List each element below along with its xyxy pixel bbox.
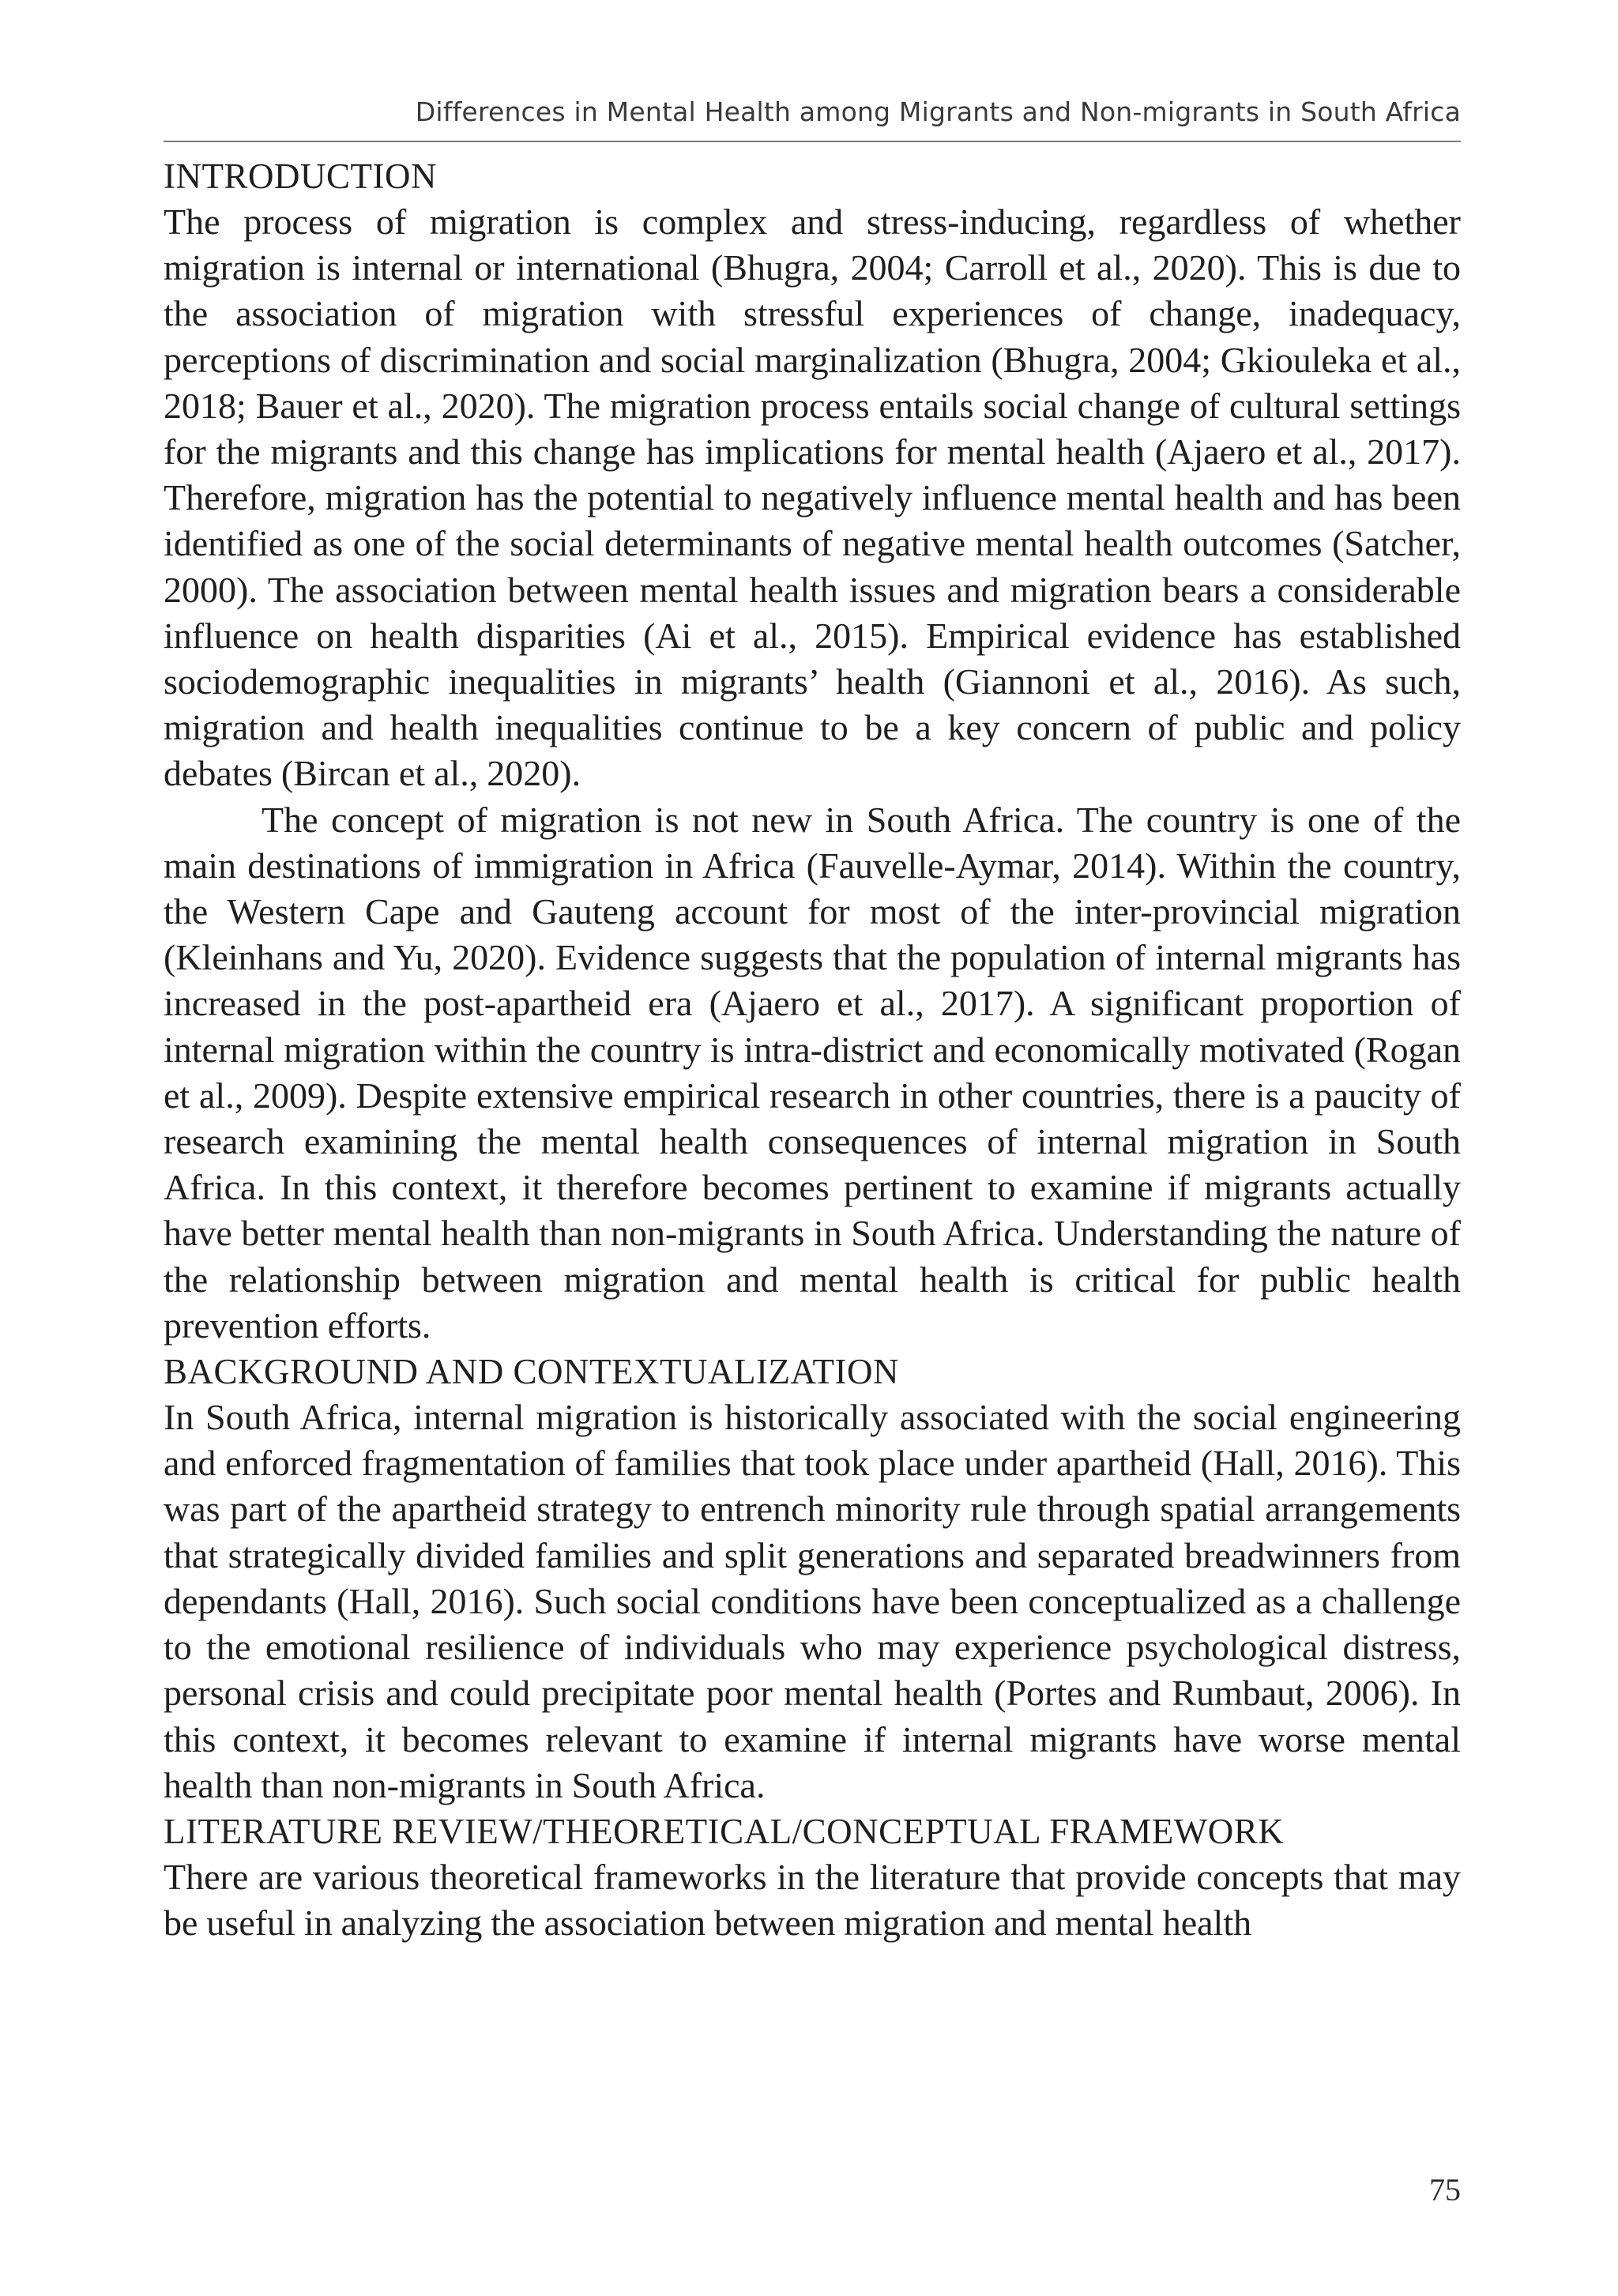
introduction-paragraph-1: The process of migration is complex and stress-inducing, regardless of whether migration is internal or international (Bhugra, 2004; Carroll et al., 2020). This is due to the association of migration with stressful experiences of change, inadequacy, perceptions of discrimination and social marginalization (Bhugra, 2004; Gkiouleka et al., 2018; Bauer et al., 2020). The migration process entails social change of cultural settings for the migrants and this change has implications for mental health (Ajaero et al., 2017). Therefore, migration has the potential to negatively influence mental health and has been identified as one of the social determinants of negative mental health outcomes (Satcher, 2000). The association between mental health issues and migration bears a considerable influence on health disparities (Ai et al., 2015). Empirical evidence has established sociodemographic inequalities in migrants’ health (Giannoni et al., 2016). As such, migration and health inequalities continue to be a key concern of public and policy debates (Bircan et al., 2020). xyxy=(164,201,1461,794)
introduction-paragraph-2: The concept of migration is not new in South Africa. The country is one of the main destinations of immigration in Africa (Fauvelle-Aymar, 2014). Within the country, the Western Cape and Gauteng account for most of the inter-provincial migration (Kleinhans and Yu, 2020). Evidence suggests that the population of internal migrants has increased in the post-apartheid era (Ajaero et al., 2017). A significant proportion of internal migration within the country is intra-district and economically motivated (Rogan et al., 2009). Despite extensive empirical research in other countries, there is a paucity of research examining the mental health consequences of internal migration in South Africa. In this context, it therefore becomes pertinent to examine if migrants actually have better mental health than non-migrants in South Africa. Understanding the nature of the relationship between migration and mental health is critical for public health prevention efforts. xyxy=(164,799,1461,1346)
page xyxy=(164,0,1461,2296)
background-paragraph-1: In South Africa, internal migration is historically associated with the social engineering and enforced fragmentation of families that took place under apartheid (Hall, 2016). This was part of the apartheid strategy to entrench minority rule through spatial arrangements that strategically divided families and split generations and separated breadwinners from dependants (Hall, 2016). Such social conditions have been conceptualized as a challenge to the emotional resilience of individuals who may experience psychological distress, personal crisis and could precipitate poor mental health (Portes and Rumbaut, 2006). In this context, it becomes relevant to examine if internal migrants have worse mental health than non-migrants in South Africa. xyxy=(164,1397,1461,1805)
literature-heading: LITERATURE REVIEW/THEORETICAL/CONCEPTUAL FRAMEWORK xyxy=(164,1811,1285,1851)
page-number: 75 xyxy=(1429,2172,1461,2208)
running-header: Differences in Mental Health among Migrants and Non-migrants in South Africa xyxy=(164,95,1461,142)
introduction-heading: INTRODUCTION xyxy=(164,156,437,196)
article-body xyxy=(164,153,1461,1946)
background-heading: BACKGROUND AND CONTEXTUALIZATION xyxy=(164,1352,899,1392)
literature-paragraph-1: There are various theoretical frameworks in the literature that provide concepts that may be useful in analyzing the association between migration and mental health xyxy=(164,1856,1461,1944)
